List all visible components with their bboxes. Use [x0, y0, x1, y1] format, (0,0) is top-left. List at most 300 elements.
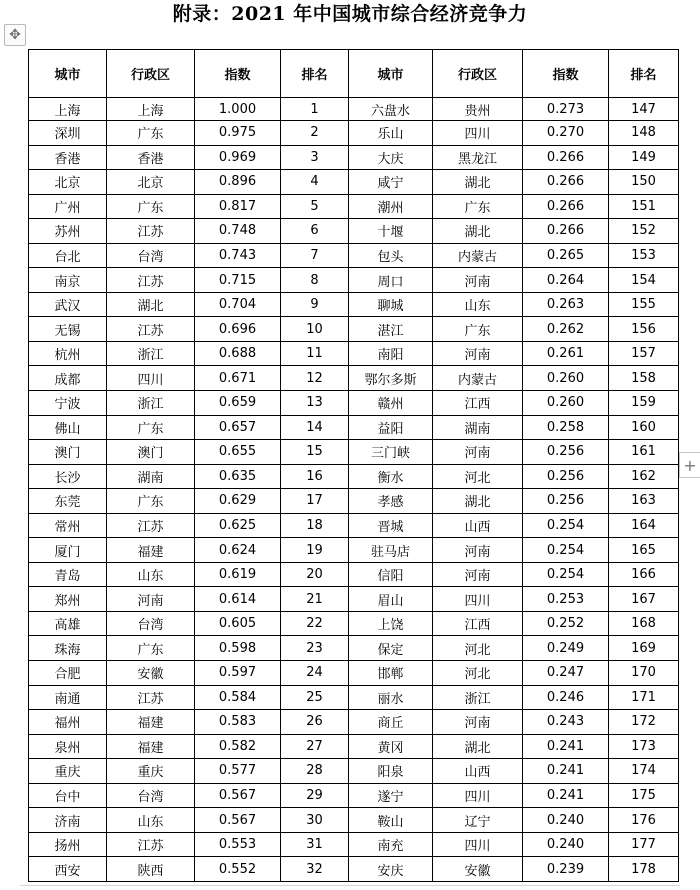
table-row: [29, 121, 679, 146]
cell-index-left: 0.655: [195, 440, 281, 465]
cell-index-right: 0.254: [523, 562, 609, 587]
table-row: [29, 366, 679, 391]
cell-rank-left: 16: [281, 464, 349, 489]
cell-city-left: 香港: [29, 145, 107, 170]
cell-city-right: 邯郸: [349, 661, 433, 686]
cell-index-right: 0.263: [523, 292, 609, 317]
cell-index-left: 0.704: [195, 292, 281, 317]
cell-region-right: 四川: [433, 783, 523, 808]
cell-region-left: 香港: [107, 145, 195, 170]
cell-rank-right: 168: [609, 611, 679, 636]
cell-rank-right: 148: [609, 121, 679, 146]
cell-region-right: 河北: [433, 661, 523, 686]
cell-rank-left: 17: [281, 489, 349, 514]
header-city-right: 城市: [349, 50, 433, 98]
cell-rank-left: 11: [281, 341, 349, 366]
cell-rank-right: 162: [609, 464, 679, 489]
document-title: 附录：2021 年中国城市综合经济竞争力: [172, 3, 528, 25]
cell-rank-right: 147: [609, 98, 679, 121]
cell-region-right: 山西: [433, 759, 523, 784]
cell-index-right: 0.247: [523, 661, 609, 686]
cell-index-right: 0.266: [523, 194, 609, 219]
cell-region-left: 广东: [107, 121, 195, 146]
cell-rank-left: 15: [281, 440, 349, 465]
cell-region-left: 广东: [107, 415, 195, 440]
table-row: [29, 219, 679, 244]
cell-region-right: 辽宁: [433, 808, 523, 833]
cell-rank-left: 27: [281, 734, 349, 759]
cell-index-left: 0.553: [195, 832, 281, 857]
cell-index-left: 0.715: [195, 268, 281, 293]
cell-region-left: 浙江: [107, 341, 195, 366]
table-row: [29, 98, 679, 121]
cell-index-right: 0.265: [523, 243, 609, 268]
cell-region-left: 山东: [107, 808, 195, 833]
cell-index-left: 0.567: [195, 783, 281, 808]
cell-city-right: 三门峡: [349, 440, 433, 465]
cell-region-left: 澳门: [107, 440, 195, 465]
cell-index-left: 0.748: [195, 219, 281, 244]
table-row: [29, 661, 679, 686]
cell-region-left: 广东: [107, 636, 195, 661]
cell-index-left: 0.624: [195, 538, 281, 563]
cell-city-right: 阳泉: [349, 759, 433, 784]
cell-region-left: 福建: [107, 710, 195, 735]
cell-region-left: 湖北: [107, 292, 195, 317]
cell-region-right: 江西: [433, 611, 523, 636]
cell-rank-left: 20: [281, 562, 349, 587]
cell-rank-left: 5: [281, 194, 349, 219]
competitiveness-table: [28, 49, 679, 882]
cell-city-left: 厦门: [29, 538, 107, 563]
cell-city-right: 南阳: [349, 341, 433, 366]
cell-rank-left: 10: [281, 317, 349, 342]
cell-rank-right: 149: [609, 145, 679, 170]
cell-city-right: 聊城: [349, 292, 433, 317]
cell-region-left: 江苏: [107, 513, 195, 538]
table-row: [29, 710, 679, 735]
cell-rank-left: 8: [281, 268, 349, 293]
cell-city-right: 信阳: [349, 562, 433, 587]
cell-rank-right: 156: [609, 317, 679, 342]
header-region-left: 行政区: [107, 50, 195, 98]
cell-city-left: 广州: [29, 194, 107, 219]
cell-region-right: 内蒙古: [433, 243, 523, 268]
cell-region-right: 河北: [433, 636, 523, 661]
cell-rank-right: 155: [609, 292, 679, 317]
cell-city-right: 潮州: [349, 194, 433, 219]
cell-rank-right: 152: [609, 219, 679, 244]
table-row: [29, 170, 679, 195]
cell-rank-left: 12: [281, 366, 349, 391]
cell-city-left: 上海: [29, 98, 107, 121]
cell-index-right: 0.240: [523, 808, 609, 833]
cell-city-left: 台北: [29, 243, 107, 268]
cell-rank-left: 4: [281, 170, 349, 195]
cell-index-right: 0.253: [523, 587, 609, 612]
cell-index-left: 0.567: [195, 808, 281, 833]
cell-index-left: 0.583: [195, 710, 281, 735]
cell-region-left: 湖南: [107, 464, 195, 489]
cell-index-right: 0.270: [523, 121, 609, 146]
table-row: [29, 538, 679, 563]
cell-city-left: 佛山: [29, 415, 107, 440]
cell-region-right: 四川: [433, 587, 523, 612]
table-row: [29, 587, 679, 612]
table-row: [29, 857, 679, 882]
cell-index-right: 0.241: [523, 783, 609, 808]
cell-region-left: 台湾: [107, 243, 195, 268]
cell-city-right: 咸宁: [349, 170, 433, 195]
cell-region-right: 黑龙江: [433, 145, 523, 170]
cell-rank-right: 160: [609, 415, 679, 440]
cell-rank-right: 154: [609, 268, 679, 293]
cell-rank-right: 159: [609, 391, 679, 416]
cell-index-left: 0.743: [195, 243, 281, 268]
cell-region-left: 北京: [107, 170, 195, 195]
cell-city-right: 十堰: [349, 219, 433, 244]
cell-rank-right: 178: [609, 857, 679, 882]
cell-region-left: 上海: [107, 98, 195, 121]
cell-index-left: 0.598: [195, 636, 281, 661]
cell-rank-right: 167: [609, 587, 679, 612]
cell-region-right: 山西: [433, 513, 523, 538]
cell-rank-right: 176: [609, 808, 679, 833]
cell-rank-left: 21: [281, 587, 349, 612]
table-row: [29, 513, 679, 538]
cell-city-left: 青岛: [29, 562, 107, 587]
cell-city-right: 益阳: [349, 415, 433, 440]
cell-index-left: 1.000: [195, 98, 281, 121]
cell-region-right: 湖北: [433, 489, 523, 514]
cell-city-right: 衡水: [349, 464, 433, 489]
cell-region-left: 山东: [107, 562, 195, 587]
cell-region-right: 河北: [433, 464, 523, 489]
cell-city-right: 包头: [349, 243, 433, 268]
cell-rank-right: 175: [609, 783, 679, 808]
cell-index-right: 0.260: [523, 391, 609, 416]
cell-index-right: 0.254: [523, 538, 609, 563]
cell-index-right: 0.260: [523, 366, 609, 391]
cell-index-right: 0.256: [523, 464, 609, 489]
table-row: [29, 685, 679, 710]
cell-rank-left: 13: [281, 391, 349, 416]
cell-index-left: 0.659: [195, 391, 281, 416]
cell-rank-right: 177: [609, 832, 679, 857]
table-row: [29, 464, 679, 489]
cell-city-right: 商丘: [349, 710, 433, 735]
cell-region-left: 福建: [107, 538, 195, 563]
cell-region-right: 安徽: [433, 857, 523, 882]
cell-city-right: 眉山: [349, 587, 433, 612]
cell-rank-right: 150: [609, 170, 679, 195]
cell-city-left: 泉州: [29, 734, 107, 759]
cell-index-left: 0.582: [195, 734, 281, 759]
cell-city-left: 常州: [29, 513, 107, 538]
cell-rank-left: 9: [281, 292, 349, 317]
table-row: [29, 734, 679, 759]
cell-city-right: 六盘水: [349, 98, 433, 121]
cell-rank-right: 153: [609, 243, 679, 268]
cell-region-right: 湖北: [433, 219, 523, 244]
cell-city-right: 乐山: [349, 121, 433, 146]
cell-city-left: 高雄: [29, 611, 107, 636]
header-rank-right: 排名: [609, 50, 679, 98]
cell-rank-right: 151: [609, 194, 679, 219]
cell-region-left: 江苏: [107, 268, 195, 293]
cell-city-right: 大庆: [349, 145, 433, 170]
table-row: [29, 145, 679, 170]
cell-city-left: 成都: [29, 366, 107, 391]
cell-city-right: 周口: [349, 268, 433, 293]
cell-index-left: 0.597: [195, 661, 281, 686]
cell-city-right: 遂宁: [349, 783, 433, 808]
cell-rank-left: 31: [281, 832, 349, 857]
cell-index-left: 0.969: [195, 145, 281, 170]
cell-city-left: 台中: [29, 783, 107, 808]
cell-city-left: 扬州: [29, 832, 107, 857]
cell-region-right: 河南: [433, 341, 523, 366]
cell-index-right: 0.266: [523, 170, 609, 195]
cell-city-left: 重庆: [29, 759, 107, 784]
cell-region-right: 湖南: [433, 415, 523, 440]
cell-rank-right: 165: [609, 538, 679, 563]
add-column-icon[interactable]: +: [679, 452, 700, 478]
cell-city-right: 南充: [349, 832, 433, 857]
cell-city-left: 济南: [29, 808, 107, 833]
cell-region-right: 河南: [433, 562, 523, 587]
cell-region-right: 河南: [433, 538, 523, 563]
cell-index-left: 0.614: [195, 587, 281, 612]
cell-rank-left: 23: [281, 636, 349, 661]
cell-city-left: 苏州: [29, 219, 107, 244]
cell-region-left: 江苏: [107, 685, 195, 710]
cell-city-left: 福州: [29, 710, 107, 735]
cell-rank-right: 174: [609, 759, 679, 784]
cell-index-left: 0.605: [195, 611, 281, 636]
cell-index-right: 0.266: [523, 145, 609, 170]
cell-rank-left: 26: [281, 710, 349, 735]
cell-index-right: 0.252: [523, 611, 609, 636]
cell-region-left: 江苏: [107, 317, 195, 342]
cell-region-right: 山东: [433, 292, 523, 317]
cell-rank-right: 173: [609, 734, 679, 759]
cell-rank-left: 24: [281, 661, 349, 686]
cell-region-left: 台湾: [107, 783, 195, 808]
cell-rank-left: 32: [281, 857, 349, 882]
cell-city-left: 杭州: [29, 341, 107, 366]
table-row: [29, 636, 679, 661]
cell-region-right: 湖北: [433, 170, 523, 195]
table-row: [29, 759, 679, 784]
cell-rank-left: 22: [281, 611, 349, 636]
table-body: [29, 98, 679, 882]
cell-city-left: 南京: [29, 268, 107, 293]
cell-rank-left: 28: [281, 759, 349, 784]
cell-region-left: 江苏: [107, 832, 195, 857]
cell-rank-right: 169: [609, 636, 679, 661]
header-index-left: 指数: [195, 50, 281, 98]
cell-index-left: 0.657: [195, 415, 281, 440]
cell-region-right: 湖北: [433, 734, 523, 759]
header-city-left: 城市: [29, 50, 107, 98]
cell-region-left: 陕西: [107, 857, 195, 882]
cell-city-left: 无锡: [29, 317, 107, 342]
cell-city-left: 北京: [29, 170, 107, 195]
table-header-row: [29, 50, 679, 98]
cell-region-left: 河南: [107, 587, 195, 612]
cell-city-left: 南通: [29, 685, 107, 710]
cell-city-right: 驻马店: [349, 538, 433, 563]
cell-index-right: 0.254: [523, 513, 609, 538]
cell-index-right: 0.241: [523, 759, 609, 784]
cell-city-left: 武汉: [29, 292, 107, 317]
cell-rank-left: 19: [281, 538, 349, 563]
cell-rank-left: 1: [281, 98, 349, 121]
cell-rank-right: 166: [609, 562, 679, 587]
cell-city-right: 保定: [349, 636, 433, 661]
cell-region-right: 河南: [433, 710, 523, 735]
cell-index-right: 0.273: [523, 98, 609, 121]
cell-city-right: 晋城: [349, 513, 433, 538]
cell-region-right: 四川: [433, 121, 523, 146]
cell-city-right: 孝感: [349, 489, 433, 514]
cell-city-right: 黄冈: [349, 734, 433, 759]
cell-region-right: 河南: [433, 440, 523, 465]
cell-index-left: 0.629: [195, 489, 281, 514]
cell-region-left: 江苏: [107, 219, 195, 244]
cell-rank-left: 25: [281, 685, 349, 710]
cell-rank-left: 3: [281, 145, 349, 170]
cell-city-left: 郑州: [29, 587, 107, 612]
cell-rank-right: 164: [609, 513, 679, 538]
table-row: [29, 194, 679, 219]
cell-city-left: 长沙: [29, 464, 107, 489]
cell-city-left: 澳门: [29, 440, 107, 465]
table-row: [29, 808, 679, 833]
cell-city-left: 宁波: [29, 391, 107, 416]
cell-city-right: 赣州: [349, 391, 433, 416]
cell-index-left: 0.896: [195, 170, 281, 195]
cell-rank-right: 163: [609, 489, 679, 514]
header-rank-left: 排名: [281, 50, 349, 98]
cell-region-right: 浙江: [433, 685, 523, 710]
cell-index-left: 0.688: [195, 341, 281, 366]
cell-city-right: 安庆: [349, 857, 433, 882]
cell-index-left: 0.619: [195, 562, 281, 587]
cell-city-left: 合肥: [29, 661, 107, 686]
cell-city-right: 湛江: [349, 317, 433, 342]
cell-region-right: 内蒙古: [433, 366, 523, 391]
cell-rank-right: 158: [609, 366, 679, 391]
cell-rank-left: 7: [281, 243, 349, 268]
cell-index-left: 0.584: [195, 685, 281, 710]
table-row: [29, 391, 679, 416]
table-row: [29, 611, 679, 636]
cell-city-right: 鄂尔多斯: [349, 366, 433, 391]
cell-region-left: 广东: [107, 489, 195, 514]
cell-city-left: 西安: [29, 857, 107, 882]
cell-index-left: 0.975: [195, 121, 281, 146]
cell-index-right: 0.249: [523, 636, 609, 661]
cell-index-right: 0.266: [523, 219, 609, 244]
table-row: [29, 562, 679, 587]
cell-index-left: 0.696: [195, 317, 281, 342]
cell-rank-left: 6: [281, 219, 349, 244]
cell-rank-right: 161: [609, 440, 679, 465]
cell-index-left: 0.577: [195, 759, 281, 784]
cell-index-right: 0.240: [523, 832, 609, 857]
table-row: [29, 489, 679, 514]
cell-region-left: 重庆: [107, 759, 195, 784]
cell-index-right: 0.256: [523, 489, 609, 514]
move-handle-icon[interactable]: ✥: [4, 24, 26, 46]
table-row: [29, 440, 679, 465]
table-row: [29, 268, 679, 293]
cell-index-left: 0.817: [195, 194, 281, 219]
cell-city-left: 深圳: [29, 121, 107, 146]
cell-city-right: 鞍山: [349, 808, 433, 833]
table-row: [29, 783, 679, 808]
table-row: [29, 292, 679, 317]
cell-city-right: 丽水: [349, 685, 433, 710]
cell-region-right: 河南: [433, 268, 523, 293]
table-row: [29, 317, 679, 342]
cell-index-left: 0.671: [195, 366, 281, 391]
cell-region-right: 贵州: [433, 98, 523, 121]
cell-region-right: 四川: [433, 832, 523, 857]
cell-region-left: 安徽: [107, 661, 195, 686]
cell-region-left: 广东: [107, 194, 195, 219]
cell-rank-right: 157: [609, 341, 679, 366]
table-row: [29, 341, 679, 366]
cell-rank-left: 14: [281, 415, 349, 440]
cell-region-left: 台湾: [107, 611, 195, 636]
cell-city-left: 珠海: [29, 636, 107, 661]
table-row: [29, 243, 679, 268]
cell-index-left: 0.625: [195, 513, 281, 538]
cell-region-right: 广东: [433, 317, 523, 342]
cell-rank-left: 30: [281, 808, 349, 833]
cell-region-right: 广东: [433, 194, 523, 219]
cell-index-right: 0.241: [523, 734, 609, 759]
cell-rank-left: 18: [281, 513, 349, 538]
cell-index-right: 0.243: [523, 710, 609, 735]
cell-rank-right: 172: [609, 710, 679, 735]
header-region-right: 行政区: [433, 50, 523, 98]
cell-index-right: 0.258: [523, 415, 609, 440]
cell-rank-left: 29: [281, 783, 349, 808]
table-row: [29, 832, 679, 857]
cell-region-left: 四川: [107, 366, 195, 391]
cell-index-left: 0.635: [195, 464, 281, 489]
cell-index-right: 0.262: [523, 317, 609, 342]
cell-index-right: 0.264: [523, 268, 609, 293]
cell-index-left: 0.552: [195, 857, 281, 882]
cell-index-right: 0.246: [523, 685, 609, 710]
cell-rank-left: 2: [281, 121, 349, 146]
cell-index-right: 0.256: [523, 440, 609, 465]
cell-rank-right: 170: [609, 661, 679, 686]
cell-rank-right: 171: [609, 685, 679, 710]
cell-region-left: 福建: [107, 734, 195, 759]
table-row: [29, 415, 679, 440]
page-bottom-rule: [20, 885, 680, 886]
cell-city-right: 上饶: [349, 611, 433, 636]
cell-city-left: 东莞: [29, 489, 107, 514]
cell-index-right: 0.239: [523, 857, 609, 882]
cell-index-right: 0.261: [523, 341, 609, 366]
